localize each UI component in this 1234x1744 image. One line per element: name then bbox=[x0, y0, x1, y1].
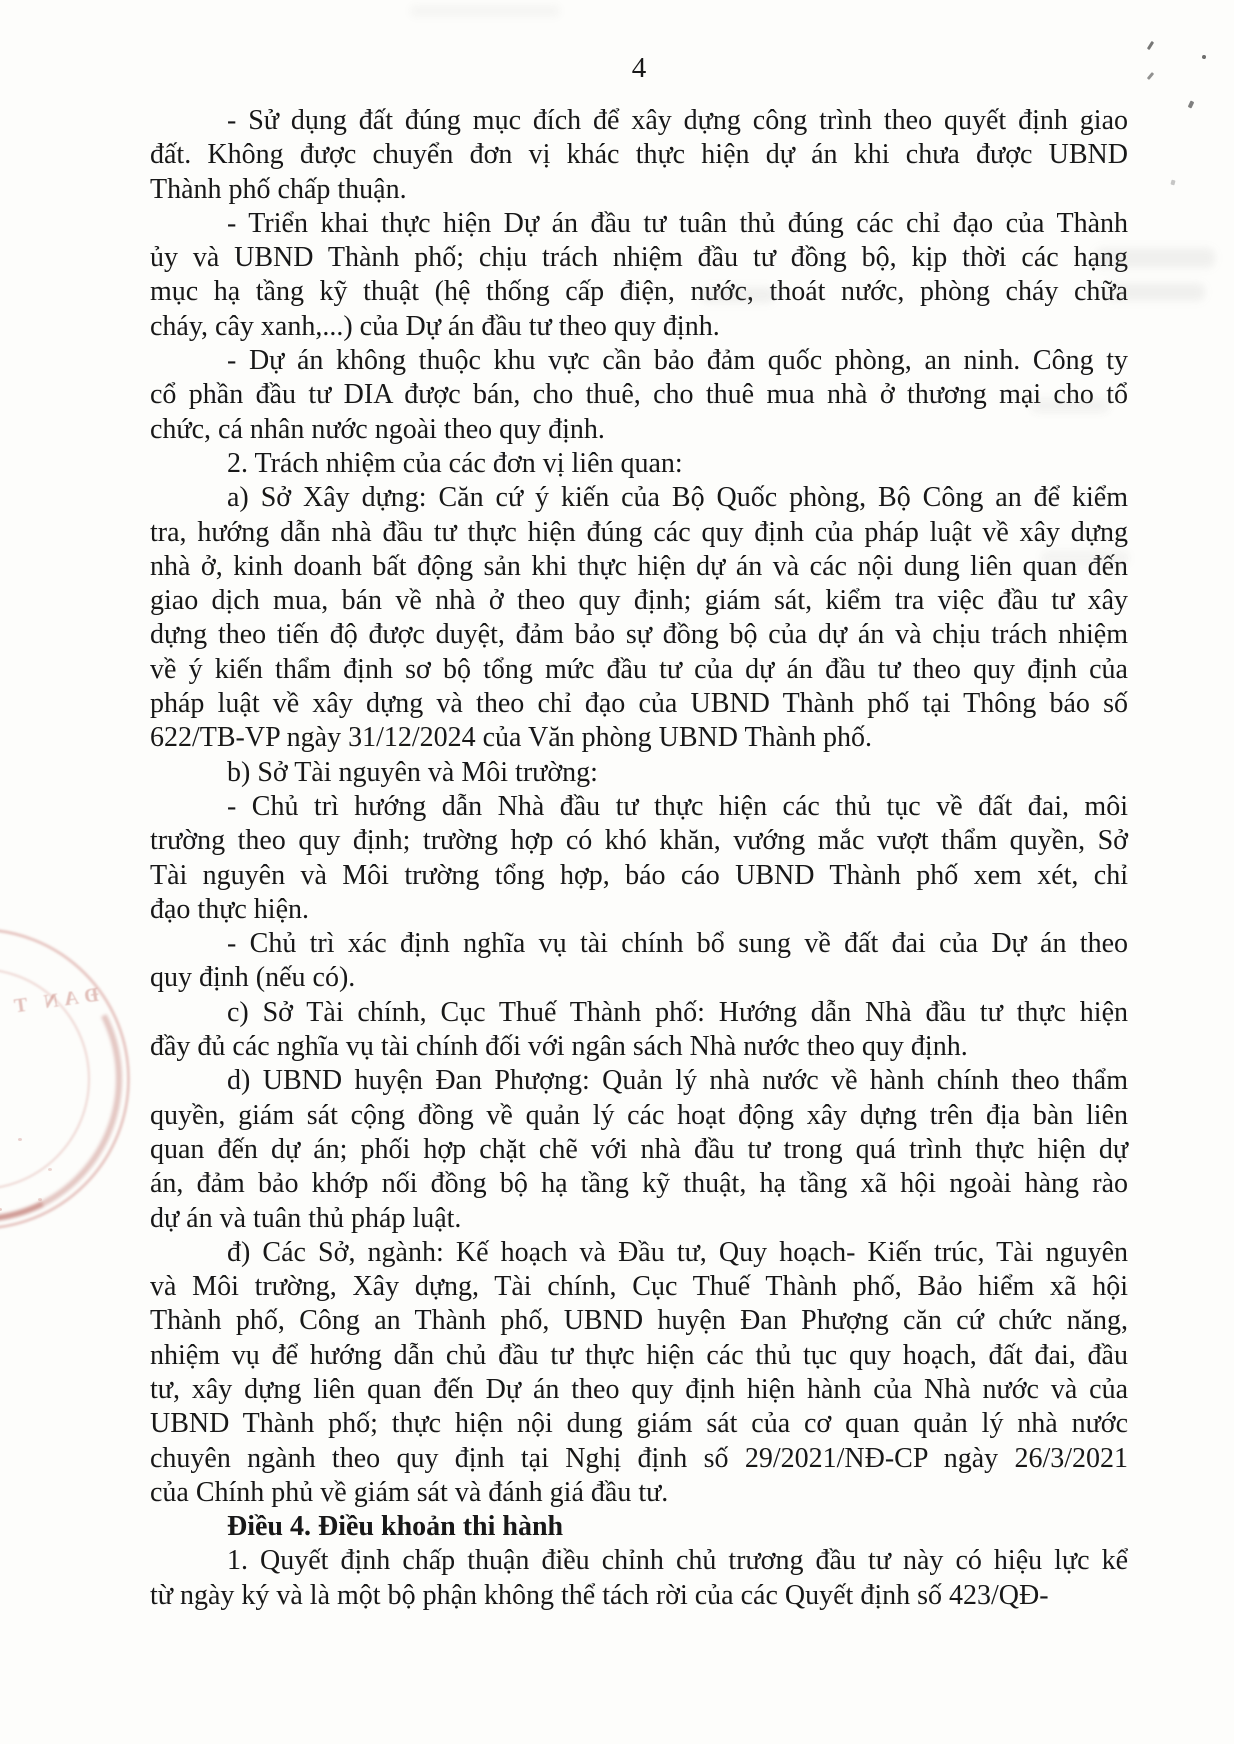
text-line: chức, cá nhân nước ngoài theo quy định. bbox=[150, 413, 605, 445]
text-line: quan đến dự án; phối hợp chặt chẽ với nhà đầu tư trong quá trình thực hiện dự bbox=[150, 1133, 1128, 1165]
text-line: dựng theo tiến độ được duyệt, đảm bảo sự đồng bộ của dự án và chịu trách nhiệm bbox=[150, 619, 1128, 651]
section-heading bbox=[150, 1510, 1128, 1544]
pen-mark bbox=[1147, 41, 1154, 50]
text-line: - Chủ trì xác định nghĩa vụ tài chính bổ sung về đất đai của Dự án theo bbox=[227, 928, 1128, 960]
text-line: 1. Quyết định chấp thuận điều chỉnh chủ trương đầu tư này có hiệu lực kể bbox=[227, 1545, 1128, 1577]
red-stamp-bleedthrough bbox=[0, 928, 130, 1230]
scan-smudge bbox=[410, 5, 560, 17]
text-line: đất. Không được chuyển đơn vị khác thực hiện dự án khi chưa được UBND bbox=[150, 139, 1128, 171]
text-line: mục hạ tầng kỹ thuật (hệ thống cấp điện, nước, thoát nước, phòng cháy chữa bbox=[150, 276, 1128, 308]
text-line: đạo thực hiện. bbox=[150, 893, 310, 925]
text-line: pháp luật về xây dựng và theo chỉ đạo của UBND Thành phố tại Thông báo số bbox=[150, 688, 1128, 720]
paragraph bbox=[150, 996, 1128, 1065]
stamp-outer-ring-icon bbox=[0, 928, 130, 1230]
paragraph bbox=[150, 207, 1128, 344]
paragraph bbox=[150, 1544, 1128, 1613]
paragraph bbox=[150, 447, 1128, 481]
text-line: Thành phố, Công an Thành phố, UBND huyện Đan Phượng căn cứ chức năng, bbox=[150, 1305, 1128, 1337]
paragraph bbox=[150, 1064, 1128, 1235]
text-line: quy định (nếu có). bbox=[150, 962, 356, 994]
text-block bbox=[150, 104, 1128, 1613]
scan-smudge bbox=[1095, 248, 1215, 268]
text-line: ủy và UBND Thành phố; chịu trách nhiệm đầu tư đồng bộ, kịp thời các hạng bbox=[150, 242, 1128, 274]
text-line: nhiệm vụ để hướng dẫn chủ đầu tư thực hiện các thủ tục quy hoạch, đất đai, đầu bbox=[150, 1339, 1128, 1371]
text-line: về ý kiến thẩm định sơ bộ tổng mức đầu tư của dự án đầu tư theo quy định của bbox=[150, 653, 1128, 685]
paragraph bbox=[150, 1236, 1128, 1510]
stamp-inner-ring-icon bbox=[0, 968, 90, 1190]
text-line: đầy đủ các nghĩa vụ tài chính đối với ngân sách Nhà nước theo quy định. bbox=[150, 1031, 968, 1063]
page-number: 4 bbox=[631, 52, 647, 84]
pen-mark bbox=[1202, 55, 1207, 60]
text-line: Thành phố chấp thuận. bbox=[150, 173, 407, 205]
text-line: quyền, giám sát cộng đồng về quản lý các hoạt động xây dựng trên địa bàn liên bbox=[150, 1099, 1128, 1131]
stamp-arc-icon bbox=[0, 899, 159, 1259]
text-line: dự án và tuân thủ pháp luật. bbox=[150, 1202, 462, 1234]
text-line: tư, xây dựng liên quan đến Dự án theo quy định hiện hành của Nhà nước và của bbox=[150, 1373, 1128, 1405]
text-line: - Chủ trì hướng dẫn Nhà đầu tư thực hiện các thủ tục về đất đai, môi bbox=[227, 790, 1128, 822]
stamp-text: ĐAN T bbox=[6, 983, 101, 1019]
text-line: 622/TB-VP ngày 31/12/2024 của Văn phòng UBND Thành phố. bbox=[150, 722, 872, 754]
text-line: và Môi trường, Xây dựng, Tài chính, Cục Thuế Thành phố, Bảo hiểm xã hội bbox=[150, 1271, 1128, 1303]
paragraph bbox=[150, 344, 1128, 447]
scan-smudge bbox=[1105, 283, 1205, 301]
text-line: Điều 4. Điều khoản thi hành bbox=[227, 1511, 564, 1543]
text-line: từ ngày ký và là một bộ phận không thể tách rời của các Quyết định số 423/QĐ- bbox=[150, 1579, 1049, 1611]
pen-mark bbox=[1147, 72, 1154, 80]
text-line: - Sử dụng đất đúng mục đích để xây dựng công trình theo quyết định giao bbox=[227, 105, 1128, 136]
text-line: của Chính phủ về giám sát và đánh giá đầu tư. bbox=[150, 1476, 669, 1508]
text-line: nhà ở, kinh doanh bất động sản khi thực hiện dự án và các nội dung liên quan đến bbox=[150, 550, 1128, 582]
paragraph bbox=[150, 756, 1128, 790]
text-line: d) UBND huyện Đan Phượng: Quản lý nhà nước về hành chính theo thẩm bbox=[227, 1065, 1128, 1097]
text-line: c) Sở Tài chính, Cục Thuế Thành phố: Hướng dẫn Nhà đầu tư thực hiện bbox=[227, 996, 1128, 1028]
text-line: đ) Các Sở, ngành: Kế hoạch và Đầu tư, Quy hoạch- Kiến trúc, Tài nguyên bbox=[227, 1236, 1128, 1268]
text-line: UBND Thành phố; thực hiện nội dung giám sát của cơ quan quản lý nhà nước bbox=[150, 1408, 1128, 1440]
text-line: a) Sở Xây dựng: Căn cứ ý kiến của Bộ Quốc phòng, Bộ Công an để kiểm bbox=[227, 482, 1128, 514]
paragraph bbox=[150, 927, 1128, 996]
text-line: b) Sở Tài nguyên và Môi trường: bbox=[227, 756, 598, 788]
pen-mark bbox=[1188, 100, 1195, 108]
text-line: cổ phần đầu tư DIA được bán, cho thuê, cho thuê mua nhà ở thương mại cho tổ bbox=[150, 379, 1128, 411]
text-line: án, đảm bảo khớp nối đồng bộ hạ tầng kỹ thuật, hạ tầng xã hội ngoài hàng rào bbox=[150, 1168, 1128, 1200]
text-line: cháy, cây xanh,...) của Dự án đầu tư theo quy định. bbox=[150, 310, 720, 342]
pen-mark bbox=[1170, 180, 1175, 186]
paragraph bbox=[150, 790, 1128, 927]
scan-smudge bbox=[1040, 550, 1130, 566]
scan-smudge bbox=[700, 287, 775, 303]
scan-smudge bbox=[1030, 398, 1110, 413]
paragraph bbox=[150, 104, 1128, 207]
text-line: trường theo quy định; trường hợp có khó khăn, vướng mắc vượt thẩm quyền, Sở bbox=[150, 825, 1128, 857]
text-line: giao dịch mua, bán về nhà ở theo quy định; giám sát, kiểm tra việc đầu tư xây bbox=[150, 585, 1128, 617]
text-line: tra, hướng dẫn nhà đầu tư thực hiện đúng các quy định của pháp luật về xây dựng bbox=[150, 516, 1128, 548]
text-line: 2. Trách nhiệm của các đơn vị liên quan: bbox=[227, 447, 683, 479]
paragraph bbox=[150, 481, 1128, 755]
text-line: chuyên ngành theo quy định tại Nghị định số 29/2021/NĐ-CP ngày 26/3/2021 bbox=[150, 1442, 1128, 1474]
text-line: - Triển khai thực hiện Dự án đầu tư tuân thủ đúng các chỉ đạo của Thành bbox=[227, 207, 1128, 239]
text-line: Tài nguyên và Môi trường tổng hợp, báo cáo UBND Thành phố xem xét, chỉ bbox=[150, 859, 1128, 891]
text-line: - Dự án không thuộc khu vực cần bảo đảm quốc phòng, an ninh. Công ty bbox=[227, 345, 1128, 377]
